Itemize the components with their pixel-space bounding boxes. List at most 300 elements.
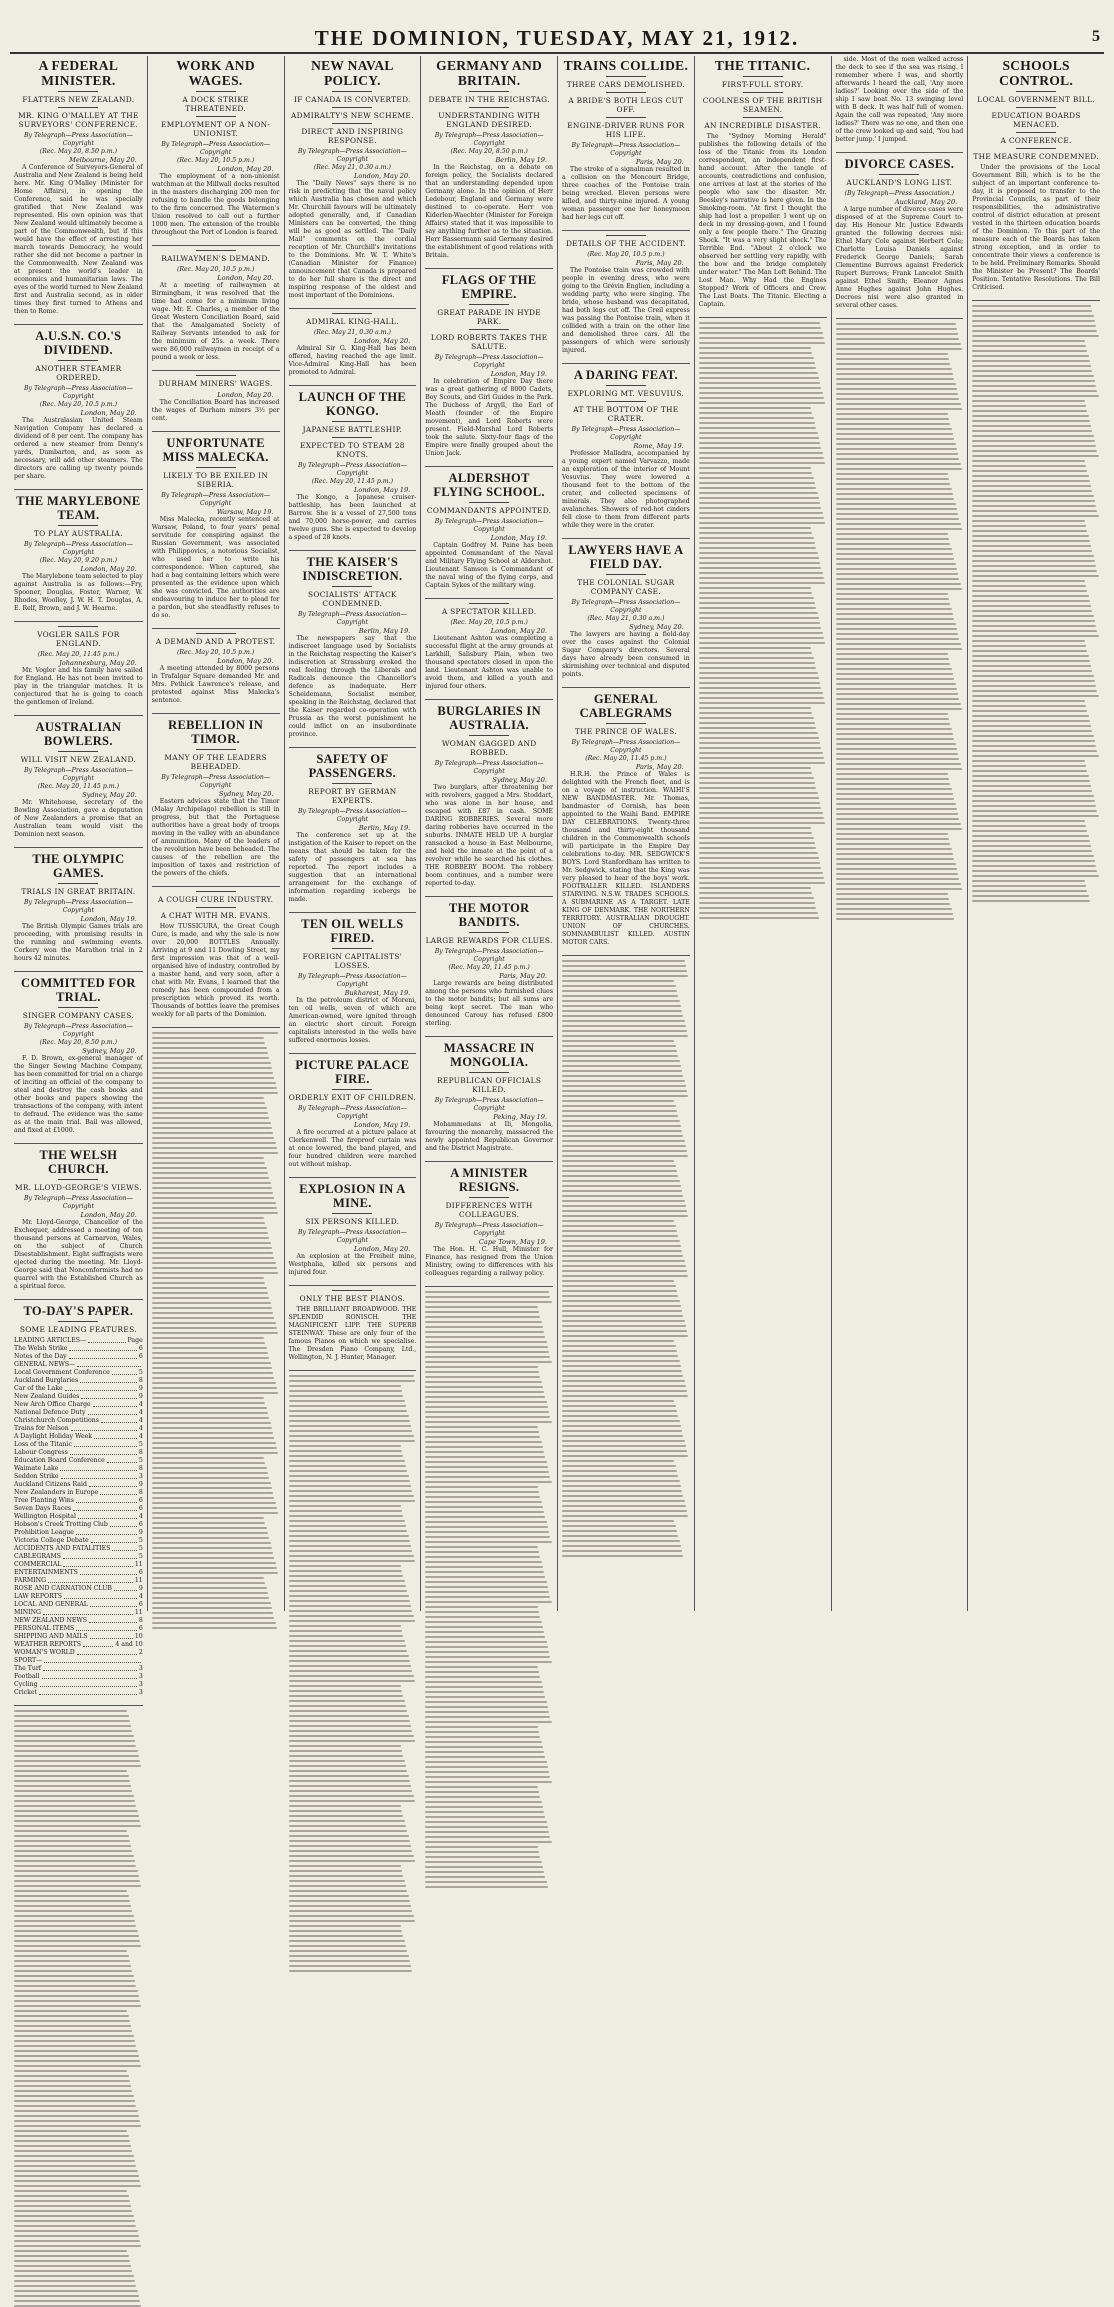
text-line — [836, 603, 951, 605]
article-byline: By Telegraph—Press Association—Copyright — [571, 426, 681, 441]
text-line — [289, 1560, 415, 1562]
text-line — [699, 382, 820, 384]
text-line — [972, 720, 1090, 722]
contents-page: 6 — [138, 1345, 143, 1352]
text-line — [425, 1441, 541, 1443]
text-line — [972, 870, 1097, 872]
text-line — [972, 675, 1093, 677]
article-dateline: London, May 20. — [490, 627, 547, 635]
divider — [58, 107, 98, 108]
article-headline: WORK AND WAGES. — [176, 58, 255, 88]
article-subhead: A DOCK STRIKE THREATENED. — [182, 95, 249, 113]
article-body: The newspapers say that the indiscreet language used by Socialists in the Reichstag respecting the Kaiser's indiscretion at Strassburg evoked the real feeling through the Liberals and Radicals denounce the Chancellor's defence as inadequate. Herr Scheidemann, Socialist member, speaking in the Reichstag, declared that the Kaiser regarded co-operation with Prussia as the worst punishment he could inflict on an insubordinate province. — [288, 635, 417, 738]
text-line — [14, 2055, 139, 2057]
text-line — [562, 1320, 685, 1322]
article-dateline: Paris, May 20. — [635, 763, 684, 771]
text-line — [152, 1042, 266, 1044]
text-line — [14, 2190, 127, 2192]
article-dateline: Cape Town, May 19. — [478, 1238, 547, 1246]
text-line — [152, 1172, 268, 1174]
text-line — [152, 1347, 267, 1349]
divider — [332, 1213, 372, 1214]
article-dateline: London, May 20. — [217, 274, 274, 282]
text-line — [972, 885, 1086, 887]
text-line — [425, 1751, 544, 1753]
article — [14, 329, 143, 490]
text-line — [972, 740, 1095, 742]
contents-item: Wellington Hospital — [14, 1513, 76, 1520]
contents-row — [14, 1353, 143, 1361]
article-byline: By Telegraph—Press Association—Copyright — [434, 1097, 544, 1112]
text-line — [972, 645, 1086, 647]
text-line — [836, 633, 959, 635]
article-subhead: REPUBLICAN OFFICIALS KILLED. — [437, 1076, 542, 1094]
column-1 — [10, 56, 147, 1696]
text-line — [14, 1940, 140, 1942]
contents-row — [14, 1625, 143, 1633]
text-line — [699, 537, 814, 539]
contents-row — [14, 1369, 143, 1377]
contents-item: Loss of the Titanic — [14, 1441, 72, 1448]
contents-page: 8 — [138, 1489, 143, 1496]
contents-item: Football — [14, 1673, 40, 1680]
dot-leader — [90, 1601, 137, 1607]
text-line — [972, 450, 1097, 452]
text-line — [289, 1925, 401, 1927]
text-line — [152, 1187, 272, 1189]
dot-leader — [39, 1689, 137, 1695]
text-line — [836, 718, 950, 720]
text-line — [699, 642, 825, 644]
text-line — [289, 1745, 401, 1747]
text-line — [972, 480, 1090, 482]
contents-row — [14, 1401, 143, 1409]
text-line — [562, 1535, 678, 1537]
text-line — [152, 1587, 267, 1589]
contents-page: 9 — [138, 1481, 143, 1488]
text-line — [562, 1345, 676, 1347]
article-body: Admiral Sir G. King-Hall has been offered, having reached the age limit. Vice-Admiral King-Hall has been promoted to Admiral. — [288, 345, 417, 376]
article-byline: By Telegraph—Press Association—Copyright — [23, 899, 133, 914]
contents-page: 6 — [138, 1353, 143, 1360]
text-line — [836, 388, 957, 390]
article-body: Mr. Whitehouse, secretary of the Bowling Association, gave a deputation of New Zealanders a promise that an Australian team would visit the Dominion next season. — [14, 799, 143, 838]
article-body: The Marylebone team selected to play against Australia is as follows:—Fry, Spooner, Douglas, Foster, Warner, W. Rhodes, Woolley, J. W. H. T. Douglas, A. E. Relf, Brown, and J. W. Hearne. — [14, 573, 143, 612]
contents-page: 5 — [138, 1369, 143, 1376]
dot-leader — [91, 1537, 137, 1543]
article-separator — [425, 1036, 553, 1037]
text-line — [972, 425, 1091, 427]
text-line — [14, 1975, 134, 1977]
text-line — [836, 413, 948, 415]
text-line — [289, 1515, 404, 1517]
text-line — [152, 1057, 270, 1059]
text-line — [699, 602, 815, 604]
text-line — [425, 1826, 548, 1828]
article-body: H.R.H. the Prince of Wales is delighted with the French fleet, and is on a voyage of instruction. WAIHI'S NEW BANDMASTER. Mr. Thomas, bandmaster of Cornish, has been appointed to the Waihi Band. EMPIRE DAY CELEBRATIONS. Twenty-three thousand and thirty-eight thousand children in the Commonwealth schools will participate in the Empire Day celebrations to-day. MR. SEDGWICK'S BOYS. Lord Stanfordham has written to Mr. Sedgwick, stating that the King was very pleased to hear of the boys' work. FOOTBALLER KILLED. ISLANDERS STARVING. N.S.W. TRADES SCHOOLS. A SUBMARINE AS A TARGET. LATE KING OF DENMARK. THE NORTHERN TERRITORY. AUSTRALIAN DROUGHT. UNION OF CHURCHES. SOMNAMBULIST KILLED. AUSTIN MOTOR CARS. — [562, 771, 690, 946]
article-subhead: A DEMAND AND A PROTEST. — [155, 637, 276, 646]
text-line — [14, 1865, 136, 1867]
text-line — [836, 703, 961, 705]
text-line — [562, 1515, 688, 1517]
dot-leader — [65, 1385, 137, 1391]
text-line — [289, 1780, 410, 1782]
article-dateline: London, May 20. — [354, 172, 411, 180]
article-separator — [836, 152, 964, 153]
text-line — [152, 1352, 268, 1354]
article-subhead: COMMANDANTS APPOINTED. — [426, 506, 552, 515]
text-line — [14, 2005, 141, 2007]
text-line — [14, 1965, 131, 1967]
article-dateline: London, May 20. — [80, 409, 137, 417]
article-separator — [152, 713, 280, 714]
text-line — [972, 890, 1087, 892]
text-line — [699, 812, 823, 814]
text-line — [14, 2075, 129, 2077]
text-line — [699, 517, 824, 519]
text-line — [289, 1840, 410, 1842]
contents-item: Hobson's Creek Trotting Club — [14, 1521, 108, 1528]
text-line — [699, 417, 814, 419]
article-body: The employment of a non-unionist watchman at the Millwall docks resulted in the masters discharging 200 men for refusing to handle the goods belonging to the firm concerned. The Watermen's Union resolved to call out a further 1000 men. The extension of the trouble throughout the Port of London is feared. — [151, 173, 280, 236]
text-line — [425, 1461, 546, 1463]
text-line — [562, 1070, 682, 1072]
contents-row — [14, 1361, 143, 1369]
text-line — [972, 585, 1086, 587]
article-dateline: London, May 20. — [80, 565, 137, 573]
text-line — [14, 2040, 135, 2042]
text-line — [699, 507, 822, 509]
contents-item: Local Government Conference — [14, 1369, 110, 1376]
article-headline: THE OLYMPIC GAMES. — [32, 852, 125, 880]
contents-page: 6 — [138, 1625, 143, 1632]
contents-page: 4 — [138, 1433, 143, 1440]
article-headline: NEW NAVAL POLICY. — [311, 58, 394, 88]
text-line — [425, 1371, 539, 1373]
text-line — [289, 1680, 415, 1682]
text-line — [14, 2085, 131, 2087]
article-dateline: London, May 20. — [217, 165, 274, 173]
text-line — [562, 1495, 683, 1497]
article — [425, 471, 553, 599]
text-line — [152, 1062, 271, 1064]
text-line — [14, 2030, 132, 2032]
contents-row — [14, 1529, 143, 1537]
text-line — [425, 1796, 540, 1798]
text-line — [289, 1595, 409, 1597]
contents-item: The Welsh Strike — [14, 1345, 68, 1352]
text-line — [972, 685, 1096, 687]
text-line — [562, 1510, 687, 1512]
article-subhead: A CONFERENCE. — [1000, 136, 1072, 145]
text-line — [425, 1306, 537, 1308]
text-line — [152, 1267, 277, 1269]
text-line — [562, 1050, 677, 1052]
text-line — [14, 2285, 136, 2287]
text-line — [425, 1806, 543, 1808]
article-dateline: Berlin, May 19. — [495, 156, 547, 164]
article-subhead: EXPECTED TO STEAM 28 KNOTS. — [300, 441, 405, 459]
text-line — [425, 1331, 544, 1333]
text-line — [562, 1440, 685, 1442]
text-line — [289, 1380, 415, 1382]
text-line — [699, 367, 817, 369]
article-byline: By Telegraph—Press Association—Copyright — [23, 385, 133, 400]
text-line — [699, 617, 819, 619]
article-separator — [562, 955, 690, 956]
text-line — [699, 542, 815, 544]
text-line — [14, 1980, 135, 1982]
divider — [469, 502, 509, 503]
text-line — [289, 1905, 412, 1907]
text-line — [14, 1715, 129, 1717]
article-separator — [289, 1285, 417, 1286]
text-line — [699, 437, 819, 439]
article-byline: By Telegraph—Press Association—Copyright — [571, 739, 681, 754]
article-body: The Australasian United Steam Navigation Company has declared a dividend of 8 per cent. The company has ordered a new steamer from Denny's yards, Dumbarton, and, as soon as necessary, will add other steamers. The directors are calling up twenty pounds per share. — [14, 417, 143, 480]
text-line — [972, 475, 1088, 477]
text-line — [562, 1400, 674, 1402]
text-line — [14, 2000, 140, 2002]
text-line — [562, 1455, 688, 1457]
text-line — [14, 1930, 138, 1932]
text-line — [562, 975, 688, 977]
text-line — [289, 1835, 409, 1837]
text-line — [699, 402, 825, 404]
text-line — [972, 320, 1095, 322]
text-line — [152, 1607, 272, 1609]
text-line — [425, 1596, 550, 1598]
text-line — [972, 855, 1093, 857]
contents-item: New Zealanders in Europe — [14, 1489, 99, 1496]
article-body: The stroke of a signalman resulted in a collision on the Moncourt Bridge, three coaches of the Pontoise train being wrecked. Eleven persons were killed, and thirty-nine injured. A young woman passenger one her honeymoon had her legs cut off. — [562, 166, 690, 221]
text-line — [836, 838, 950, 840]
divider — [606, 235, 646, 236]
text-line — [699, 322, 820, 324]
text-line — [562, 1110, 677, 1112]
text-line — [425, 1386, 543, 1388]
text-line — [152, 1472, 268, 1474]
text-line — [289, 1705, 407, 1707]
text-line — [699, 857, 819, 859]
text-line — [562, 1010, 682, 1012]
text-line — [152, 1467, 267, 1469]
text-line — [972, 785, 1091, 787]
text-line — [836, 678, 955, 680]
contents-item: Waimate Lake — [14, 1465, 59, 1472]
article-body: A fire occurred at a picture palace at Clerkenwell. The fireproof curtain was at once lowered, the band played, and four hundred children were marched out without mishap. — [288, 1129, 417, 1168]
article-headline: A MINISTER RESIGNS. — [450, 1166, 528, 1194]
article-body: Mr. Vogler and his family have sailed for England. He has not been invited to play in the triangular matches. It is conjectured that he is going to coach the gentlemen of Ireland. — [14, 667, 143, 706]
article-body: The Pontoise train was crowded with people in evening dress, who were going to the Grévin Englien, including a wedding party, who were singing. The bride, whose husband was decapitated, had both legs cut off. The Creil express was passing the Pontoise train, when it collided with a train on the other line and demolished three cars. All the passengers of which were seriously injured. — [562, 267, 690, 354]
text-line — [972, 620, 1095, 622]
text-line — [152, 1292, 268, 1294]
text-line — [836, 843, 951, 845]
text-line — [836, 428, 952, 430]
article-dateline: Sydney, May 20. — [82, 791, 137, 799]
text-line — [14, 2060, 140, 2062]
text-line — [14, 1820, 140, 1822]
text-line — [289, 1845, 412, 1847]
text-line — [836, 623, 956, 625]
text-line — [425, 1776, 550, 1778]
text-line — [425, 1676, 540, 1678]
article-dateline: Johannesburg, May 20. — [59, 659, 137, 667]
article-byline: By Telegraph—Press Association—Copyright — [297, 611, 407, 626]
dot-leader — [100, 1489, 137, 1495]
text-line — [836, 773, 948, 775]
text-line — [425, 1841, 551, 1843]
text-line — [699, 777, 814, 779]
article-separator — [152, 886, 280, 887]
text-line — [562, 1360, 680, 1362]
text-line — [972, 715, 1088, 717]
text-line — [699, 672, 818, 674]
text-line — [699, 697, 824, 699]
text-line — [972, 580, 1084, 582]
text-line — [14, 2065, 141, 2067]
article-body: Miss Malecka, recently sentenced at Warsaw, Poland, to four years' penal servitude for conspiring against the Russian Government, was associated with Philippovics, a notorious Socialist, who used her to write his correspondence. When captured, she had a bag containing letters which were presented as the evidence upon which she was convicted. The authorities are endeavouring to induce her to plead for a pardon, but she steadfastly refuses to do so. — [151, 516, 280, 619]
text-line — [836, 398, 960, 400]
text-line — [562, 1005, 681, 1007]
text-line — [972, 755, 1098, 757]
divider — [58, 626, 98, 627]
text-line — [14, 2220, 135, 2222]
text-line — [289, 1900, 410, 1902]
text-line — [836, 568, 957, 570]
article — [152, 375, 280, 432]
contents-page: 11 — [134, 1561, 143, 1568]
text-line — [972, 640, 1084, 642]
article-body: The conference set up at the instigation of the Kaiser to report on the means that should be taken for the safety of passengers at sea has reported. The report includes a suggestion that an international arrangement for the exchange of information regarding icebergs be made. — [288, 832, 417, 903]
text-line — [289, 1645, 407, 1647]
text-line — [152, 1252, 273, 1254]
text-line — [562, 1100, 674, 1102]
text-line — [836, 503, 956, 505]
text-line — [972, 540, 1090, 542]
article-byline: By Telegraph—Press Association—Copyright — [23, 767, 133, 782]
contents-item: Cricket — [14, 1689, 38, 1696]
divider — [606, 117, 646, 118]
article-dateline: Rome, May 19. — [633, 442, 684, 450]
text-line — [699, 457, 824, 459]
text-line — [14, 2260, 130, 2262]
text-line — [699, 492, 818, 494]
article-received-time: (Rec. May 20, 11.45 p.m.) — [448, 964, 530, 971]
contents-item: WOMAN'S WORLD — [14, 1649, 75, 1656]
text-line — [425, 1316, 540, 1318]
text-line — [836, 518, 960, 520]
text-line — [562, 1185, 681, 1187]
text-line — [699, 582, 825, 584]
text-line — [699, 397, 824, 399]
text-line — [972, 800, 1095, 802]
text-line — [289, 1795, 414, 1797]
article-received-time: (Rec. May 21, 0.30 a.m.) — [313, 329, 391, 336]
article-subhead: ADMIRALTY'S NEW SCHEME. — [290, 111, 414, 120]
text-line — [14, 2225, 136, 2227]
contents-item: LAW REPORTS — [14, 1593, 62, 1600]
text-line — [699, 622, 820, 624]
article-dateline: London, May 20. — [354, 337, 411, 345]
dot-leader — [64, 1593, 137, 1599]
text-line — [699, 742, 820, 744]
text-line — [562, 1220, 674, 1222]
text-line — [699, 652, 813, 654]
text-line — [699, 502, 820, 504]
text-line — [836, 538, 950, 540]
text-line — [14, 2140, 130, 2142]
article-dateline: London, May 19. — [490, 534, 547, 542]
text-line — [289, 1760, 405, 1762]
text-line — [836, 653, 948, 655]
article-dateline: Warsaw, May 19. — [216, 508, 274, 516]
article-received-time: (Rec. May 20, 10.5 p.m.) — [39, 401, 118, 408]
text-line — [14, 1710, 127, 1712]
text-line — [152, 1112, 268, 1114]
text-line — [972, 630, 1097, 632]
text-line — [289, 1480, 410, 1482]
text-line — [562, 1435, 683, 1437]
text-line — [699, 782, 815, 784]
text-line — [289, 1495, 414, 1497]
divider — [1016, 107, 1056, 108]
text-line — [14, 1880, 140, 1882]
text-line — [425, 1846, 537, 1848]
divider — [332, 783, 372, 784]
text-line — [152, 1182, 271, 1184]
text-line — [972, 520, 1084, 522]
contents-row — [14, 1409, 143, 1417]
article-byline: By Telegraph—Press Association—Copyright — [297, 462, 407, 477]
text-line — [425, 1511, 544, 1513]
text-line — [14, 2025, 131, 2027]
article-separator — [425, 598, 553, 599]
text-line — [289, 1640, 405, 1642]
text-line — [699, 332, 823, 334]
text-line — [836, 808, 957, 810]
article-subhead: A SPECTATOR KILLED. — [441, 607, 537, 616]
dot-leader — [89, 1617, 137, 1623]
text-line — [972, 575, 1098, 577]
text-line — [972, 345, 1086, 347]
text-line — [972, 835, 1088, 837]
text-line — [152, 1107, 267, 1109]
article — [152, 633, 280, 714]
text-line — [14, 2195, 129, 2197]
article-separator — [152, 370, 280, 371]
text-line — [699, 552, 818, 554]
text-line — [425, 1876, 545, 1878]
text-line — [972, 660, 1090, 662]
text-line — [972, 880, 1084, 882]
text-line — [289, 1740, 415, 1742]
text-line — [972, 525, 1086, 527]
text-line — [289, 1935, 404, 1937]
text-line — [425, 1451, 544, 1453]
text-line — [836, 468, 962, 470]
contents-item: New Arch Office Charge — [14, 1401, 91, 1408]
text-line — [972, 420, 1090, 422]
text-line — [562, 1290, 677, 1292]
text-line — [972, 530, 1087, 532]
text-line — [289, 1805, 401, 1807]
text-line — [289, 1815, 404, 1817]
divider — [743, 76, 783, 77]
text-line — [562, 1465, 676, 1467]
text-line — [289, 1670, 413, 1672]
text-line — [425, 1851, 539, 1853]
